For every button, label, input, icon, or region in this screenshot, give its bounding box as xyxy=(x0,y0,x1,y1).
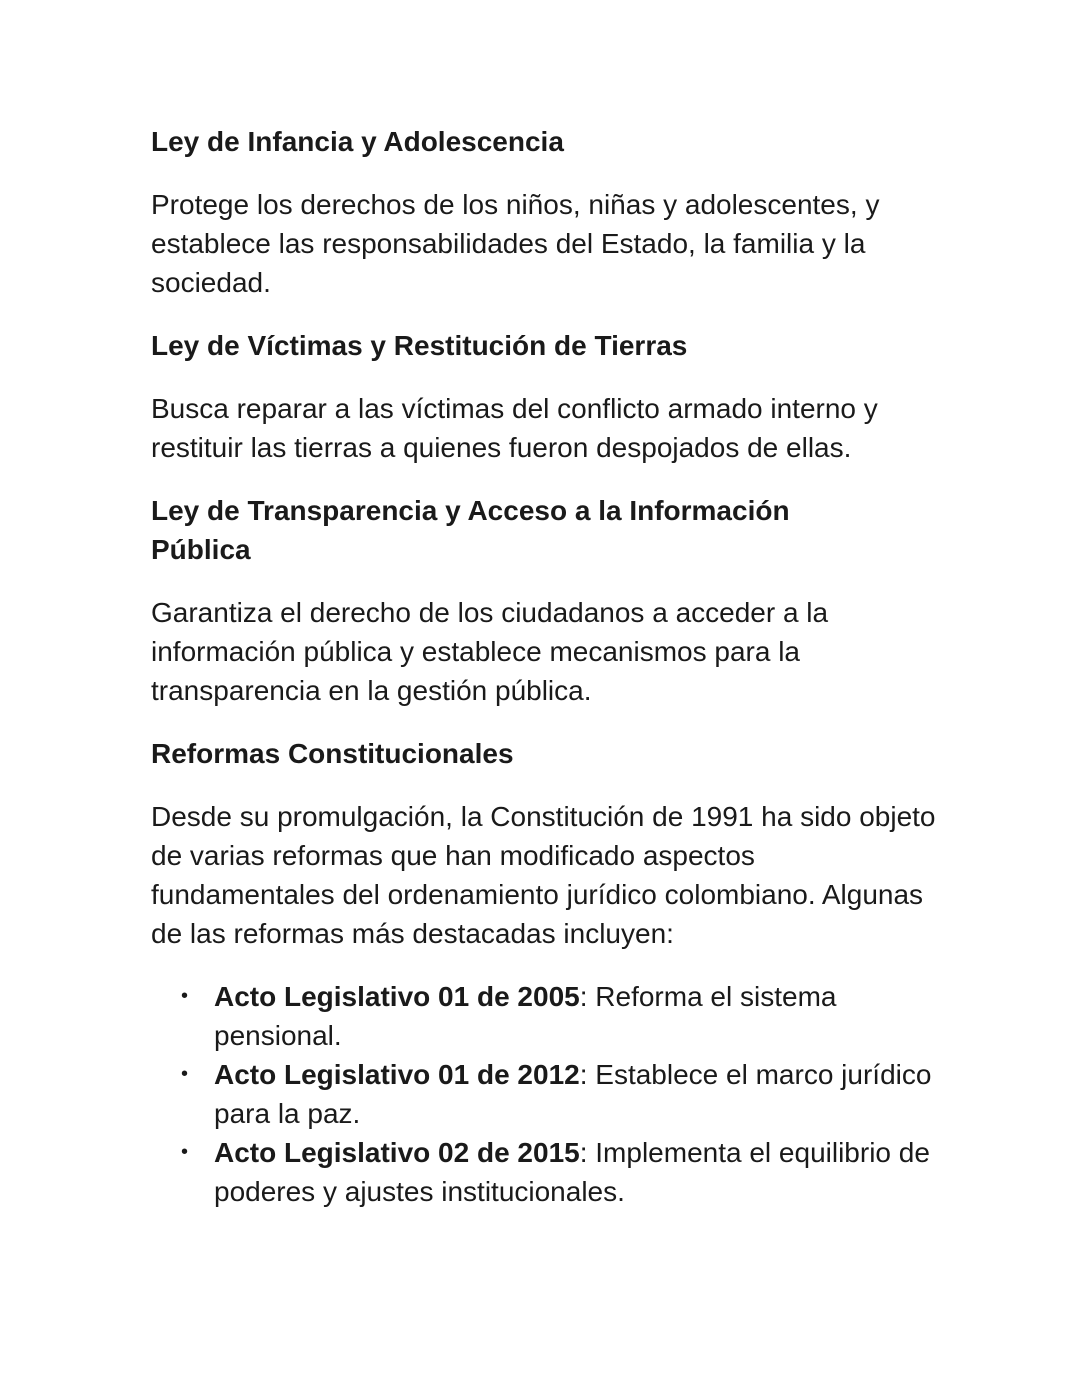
section-transparencia xyxy=(151,491,941,710)
reform-separator: : xyxy=(579,1137,588,1168)
list-item xyxy=(151,1055,941,1133)
reform-term: Acto Legislativo 01 de 2005 xyxy=(214,981,580,1012)
list-item xyxy=(151,977,941,1055)
section-body: Busca reparar a las víctimas del conflicto armado interno y restituir las tierras a quienes fueron despojados de ellas. xyxy=(151,393,878,463)
bullet-icon: • xyxy=(181,985,189,1007)
section-heading: Ley de Víctimas y Restitución de Tierras xyxy=(151,330,688,361)
reform-description: Reforma el sistema pensional. xyxy=(214,981,837,1051)
section-body: Protege los derechos de los niños, niñas y adolescentes, y establece las responsabilidades del Estado, la familia y la sociedad. xyxy=(151,189,880,298)
section-reformas xyxy=(151,734,941,953)
reform-description: Implementa el equilibrio de poderes y ajustes institucionales. xyxy=(214,1137,930,1207)
section-body: Garantiza el derecho de los ciudadanos a acceder a la información pública y establece mecanismos para la transparencia en la gestión pública. xyxy=(151,597,829,706)
section-infancia xyxy=(151,122,941,302)
reform-separator: : xyxy=(579,1059,588,1090)
reform-separator: : xyxy=(579,981,588,1012)
reforms-list xyxy=(151,977,941,1211)
bullet-icon: • xyxy=(181,1063,189,1085)
section-body: Desde su promulgación, la Constitución de 1991 ha sido objeto de varias reformas que han modificado aspectos fundamentales del ordenamiento jurídico colombiano. Algunas de las reformas más destacadas incluyen: xyxy=(151,801,936,949)
section-heading: Ley de Transparencia y Acceso a la Información Pública xyxy=(151,495,790,565)
reform-term: Acto Legislativo 02 de 2015 xyxy=(214,1137,580,1168)
bullet-icon: • xyxy=(181,1141,189,1163)
section-victimas xyxy=(151,326,941,467)
reform-term: Acto Legislativo 01 de 2012 xyxy=(214,1059,580,1090)
section-heading: Reformas Constitucionales xyxy=(151,738,514,769)
list-item xyxy=(151,1133,941,1211)
section-heading: Ley de Infancia y Adolescencia xyxy=(151,126,564,157)
reform-description: Establece el marco jurídico para la paz. xyxy=(214,1059,932,1129)
document-page xyxy=(151,122,941,1211)
